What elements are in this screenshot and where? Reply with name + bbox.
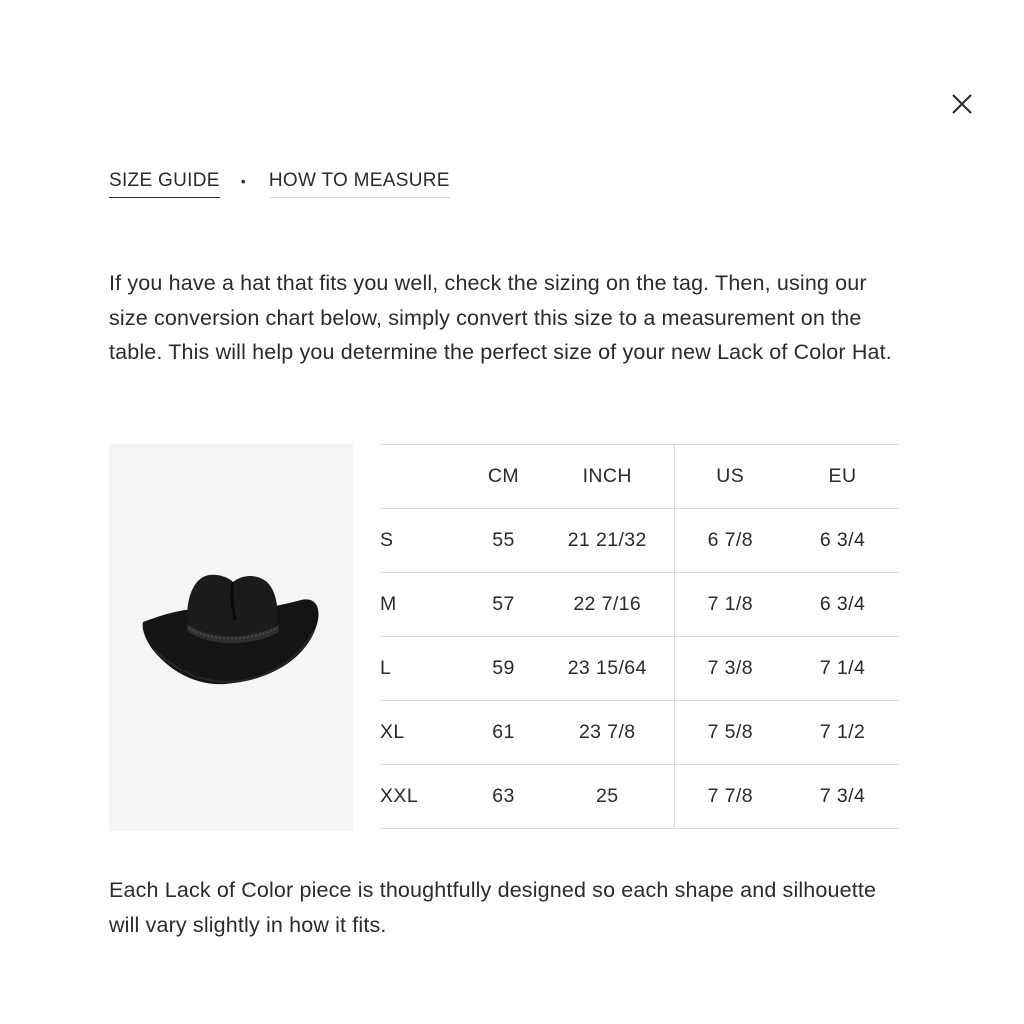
cm-value: 57 <box>466 573 541 637</box>
inch-value: 23 7/8 <box>541 701 674 765</box>
us-value: 6 7/8 <box>674 509 786 573</box>
table-row <box>380 765 899 829</box>
size-conversion-table <box>380 444 899 829</box>
eu-value: 6 3/4 <box>786 509 899 573</box>
us-value: 7 1/8 <box>674 573 786 637</box>
table-row <box>380 637 899 701</box>
inch-value: 25 <box>541 765 674 829</box>
size-label: XXL <box>380 765 466 829</box>
inch-value: 23 15/64 <box>541 637 674 701</box>
size-label: S <box>380 509 466 573</box>
cm-value: 59 <box>466 637 541 701</box>
header-eu: EU <box>786 445 899 509</box>
table-row <box>380 509 899 573</box>
size-label: M <box>380 573 466 637</box>
inch-value: 22 7/16 <box>541 573 674 637</box>
product-image <box>109 444 353 831</box>
table-row <box>380 701 899 765</box>
tab-separator: • <box>240 173 246 189</box>
us-value: 7 3/8 <box>674 637 786 701</box>
header-size <box>380 445 466 509</box>
cm-value: 55 <box>466 509 541 573</box>
header-us: US <box>674 445 786 509</box>
header-inch: INCH <box>541 445 674 509</box>
table-row <box>380 573 899 637</box>
eu-value: 7 1/2 <box>786 701 899 765</box>
inch-value: 21 21/32 <box>541 509 674 573</box>
eu-value: 6 3/4 <box>786 573 899 637</box>
intro-paragraph: If you have a hat that fits you well, check the sizing on the tag. Then, using our size conversion chart below, simply convert this size to a measurement on the table. This will help you determine the perfect size of your new Lack of Color Hat. <box>109 271 892 365</box>
close-icon <box>951 93 973 115</box>
cm-value: 61 <box>466 701 541 765</box>
fit-note: Each Lack of Color piece is thoughtfully designed so each shape and silhouette will vary slightly in how it fits. <box>109 878 877 937</box>
eu-value: 7 1/4 <box>786 637 899 701</box>
tab-size-guide[interactable]: SIZE GUIDE <box>109 170 220 198</box>
size-label: XL <box>380 701 466 765</box>
close-button[interactable] <box>944 86 980 122</box>
table-header-row <box>380 445 899 509</box>
header-cm: CM <box>466 445 541 509</box>
cowboy-hat-icon <box>109 444 353 831</box>
us-value: 7 7/8 <box>674 765 786 829</box>
size-guide-tabs <box>109 170 450 196</box>
size-label: L <box>380 637 466 701</box>
us-value: 7 5/8 <box>674 701 786 765</box>
tab-how-to-measure[interactable]: HOW TO MEASURE <box>269 170 450 198</box>
eu-value: 7 3/4 <box>786 765 899 829</box>
cm-value: 63 <box>466 765 541 829</box>
